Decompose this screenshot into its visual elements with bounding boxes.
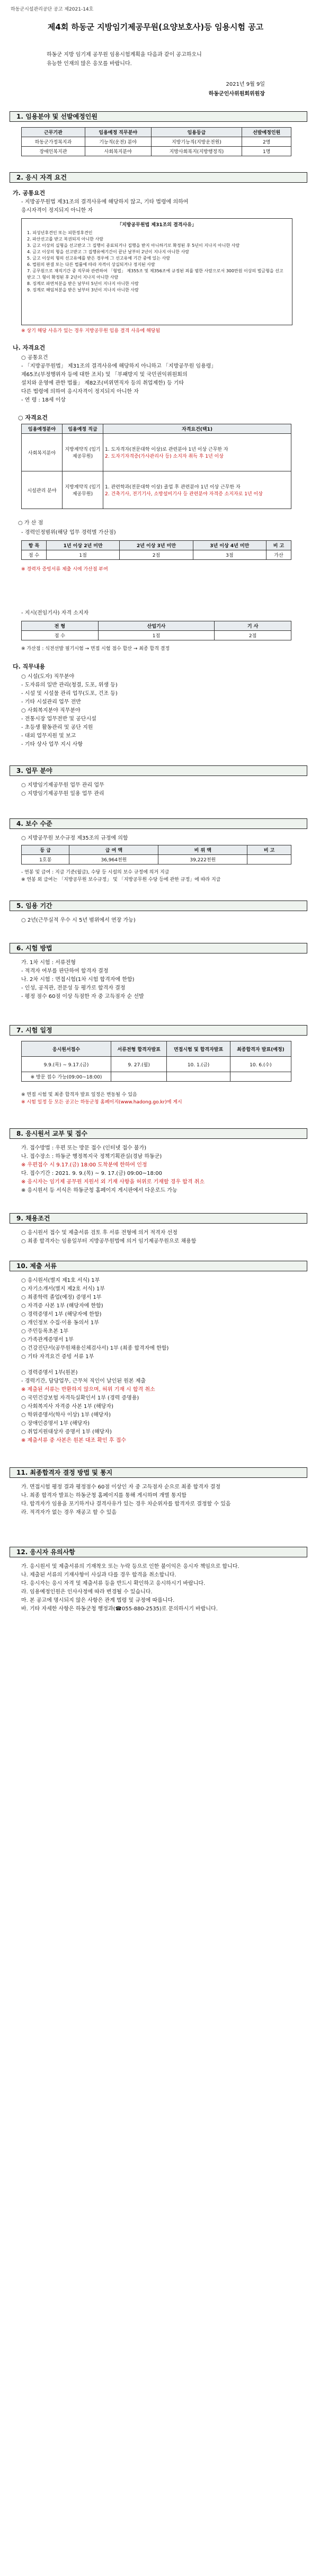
note: ※ 시험 일정 등 모든 공고는 하동군청 홈페이지(www.hadong.go.kr)에 게시 — [21, 1100, 182, 1105]
text-line: 나. 2차 시험 : 면접시험(1차 시험 합격자에 한함) — [21, 977, 135, 983]
text-line: 가. 면접시험 평정 결과 평정점수 60점 이상인 자 중 고득점자 순으로 최종 합격자 결정 — [21, 1484, 221, 1490]
table-cell: 사회복지분야 — [22, 434, 63, 471]
text-line: ※ 응시원서 등 서식은 하동군청 홈페이지 게시판에서 다운로드 가능 — [21, 1188, 177, 1193]
text-line: - 경력인정범위(해당 업무 경력별 가산점) — [21, 530, 116, 536]
col-header: 1년 이상 2년 미만 — [46, 541, 119, 550]
text-line: 라. 적격자가 없는 경우 재공고 할 수 있음 — [21, 1510, 117, 1516]
text-line: ※ 응시자는 임기제 공무원 지원서 외 기재 사항을 허위로 기재할 경우 합격 취소 — [21, 1179, 205, 1185]
table-cell: 점 수 — [22, 631, 99, 640]
list-item: ○ 개인정보 수집·이용 동의서 1부 — [21, 1320, 99, 1326]
list-item: - 기타 시설관리 업무 전반 — [21, 699, 81, 705]
list-item: 7. 공무원으로 재직기간 중 직무와 관련하여 「형법」 제355조 및 제356조에 규정된 죄를 범한 사람으로서 300만원 이상의 벌금형을 선고받고 그 형이 확정된 후 2년이 지나지 아니한 사람 — [27, 269, 283, 280]
note: ※ 연봉 외 급여는 「지방공무원 보수규정」 및 「지방공무원 수당 등에 관한 규정」에 따라 지급 — [21, 877, 221, 883]
list-item: 2. 파산선고를 받고 복권되지 아니한 사람 — [27, 237, 103, 242]
text-line: ○ 지방임기제공무원 업무 관리 업무 — [21, 782, 104, 788]
list-item: 3. 금고 이상의 실형을 선고받고 그 집행이 종료되거나 집행을 받지 아니하기로 확정된 후 5년이 지나지 아니한 사람 — [27, 243, 240, 248]
section-2-title: 2. 응시 자격 요건 — [10, 172, 307, 183]
list-item: ○ 국민건강보험 자격득실확인서 1부 (경력 증명용) — [21, 1395, 139, 1401]
text-line: - 「지방공무원법」 제31조의 결격사유에 해당하지 아니하고 「지방공무원 임용령」 — [21, 363, 217, 369]
table-cell: 2점 — [215, 631, 291, 640]
paragraph — [21, 1563, 297, 1614]
list-item: ○ 시설(도자) 직무분야 — [21, 674, 75, 680]
sub-heading: 나. 자격요건 — [13, 344, 46, 351]
bonus-table — [21, 540, 291, 560]
section-6-title: 6. 시험 방법 — [10, 943, 307, 953]
requirement: 2. 건축기사, 전기기사, 소방설비기사 등 관련분야 자격증 소지자로 1년 이상 — [105, 492, 263, 497]
text-line: 다. 응시자는 응시 자격 및 제출서류 등을 반드시 확인하고 응시하시기 바랍니다. — [21, 1581, 206, 1586]
section-12-title: 12. 응시자 유의사항 — [10, 1547, 307, 1557]
paragraph — [21, 354, 297, 405]
issuer: 하동군인사위원회위원장 — [208, 91, 265, 97]
paragraph — [21, 781, 297, 798]
table-row — [22, 471, 291, 509]
list-item: ○ 사회복지분야 직무분야 — [21, 708, 81, 714]
section-8-title: 8. 응시원서 교부 및 접수 — [10, 1128, 307, 1139]
table-row — [22, 434, 291, 471]
list-item: ○ 학위증명서(학사 이상) 1부 (해당자) — [21, 1412, 111, 1418]
table-row — [22, 631, 291, 640]
box-list — [22, 228, 292, 296]
list-item: 1. 피성년후견인 또는 피한정후견인 — [27, 230, 93, 235]
col-header: 근무기관 — [22, 128, 85, 137]
text-line: 나. 접수장소 : 하동군 행정복지국 정책기획관실(경남 하동군) — [21, 1154, 162, 1160]
notice-date: 2021년 9월 9일 — [226, 82, 265, 87]
text-line: 제65조(부정행위자 등에 대한 조치) 및 「부패방지 및 국민권익위원회의 — [21, 372, 188, 378]
paragraph — [21, 1229, 297, 1246]
col-header: 임용예정 직급 — [63, 424, 103, 434]
intro-text — [47, 50, 274, 68]
text-line: - 지시(전임기사) 자격 소지자 — [21, 610, 89, 616]
table-cell — [111, 1072, 166, 1082]
intro-line-2: 유능한 인재의 많은 응모를 바랍니다. — [47, 61, 132, 67]
text-line: - 연 령 : 18세 이상 — [21, 397, 66, 403]
text-line: 마. 본 공고에 명시되지 않은 사항은 관계 법령 및 규정에 따릅니다. — [21, 1598, 175, 1603]
table-row — [22, 550, 291, 560]
col-header: 2년 이상 3년 미만 — [120, 541, 193, 550]
table-cell: 지방계약직 (임기제공무원) — [63, 434, 103, 471]
text-line: 설치와 운영에 관한 법률」 제82조(비위면직자 등의 취업제한) 등 기타 — [21, 380, 184, 386]
text-line: 가. 응시원서 및 제출서류의 기재착오 또는 누락 등으로 인한 불이익은 응시자 책임으로 합니다. — [21, 1564, 239, 1570]
note: - 연봉 및 급여 : 지급 기준(월급), 수당 등 시설의 보수 규정에 의거 지급 — [21, 870, 170, 875]
text-line: 바. 기타 자세한 사항은 하동군청 행정과(☎055-880-2535)로 문의하시기 바랍니다. — [21, 1606, 218, 1612]
table-cell: 36,964천원 — [69, 855, 158, 864]
col-header: 급 여 액 — [69, 845, 158, 855]
list-item: 8. 징계로 파면처분을 받은 날부터 5년이 지나지 아니한 사람 — [27, 281, 139, 286]
paragraph — [21, 959, 297, 1001]
list-item: ○ 주민등록초본 1부 — [21, 1329, 69, 1334]
table-cell: 1호봉 — [22, 855, 69, 864]
table-cell: 지방사회복지(지방행정직) — [151, 147, 242, 156]
paragraph — [21, 198, 297, 215]
list-item: 4. 금고 이상의 형을 선고받고 그 집행유예기간이 끝난 날부터 2년이 지나지 아니한 사람 — [27, 249, 189, 254]
text-line: ○ 최종 합격자는 임용일부터 지방공무원법에 의거 임기제공무원으로 채용함 — [21, 1238, 197, 1244]
note: ※ 상기 해당 사유가 있는 경우 지방공무원 임용 결격 사유에 해당됨 — [21, 328, 161, 334]
paragraph — [21, 1483, 297, 1517]
table-cell: 3점 — [193, 550, 266, 560]
list-item: ○ 사회복지사 자격증 사본 1부 (해당자) — [21, 1404, 114, 1410]
table-cell — [103, 434, 291, 471]
text-line: ○ 응시원서 접수 및 제출서류 검토 후 서류 전형에 의거 적격자 선정 — [21, 1230, 177, 1236]
table-cell — [230, 1072, 291, 1082]
table-cell: 9. 27.(월) — [111, 1057, 166, 1072]
sub-heading: ○ 자격요건 — [18, 414, 48, 421]
col-header: 선발예정인원 — [242, 128, 291, 137]
requirement: 1. 관련학과(전문대학 이상) 졸업 후 관련분야 1년 이상 근무한 자 — [105, 485, 241, 490]
paragraph — [21, 1144, 297, 1195]
section-9-title: 9. 채용조건 — [10, 1213, 307, 1224]
col-header: 비 위 액 — [158, 845, 247, 855]
list-item: - 경력기간, 담당업무, 근무처 직인이 날인된 원본 제출 — [21, 1378, 146, 1384]
sub-heading: ○ 가 산 점 — [18, 520, 43, 526]
sub-heading: 다. 직무내용 — [13, 663, 46, 670]
table-cell: 39,222천원 — [158, 855, 247, 864]
salary-table — [21, 845, 291, 864]
note: ※ 면접 시험 및 최종 합격자 발표 일정은 변동될 수 있음 — [21, 1092, 137, 1098]
section-3-title: 3. 업무 분야 — [10, 765, 307, 776]
table-cell: 장애인복지관 — [22, 147, 85, 156]
qualification-table — [21, 424, 291, 509]
text-line: - 평정 점수 60점 이상 득점한 자 중 고득점자 순 선발 — [21, 994, 144, 1000]
text-line: ○ 공통요건 — [21, 355, 48, 361]
table-row — [22, 1057, 291, 1072]
col-header: 응시원서접수 — [22, 1041, 111, 1057]
col-header: 비 고 — [247, 845, 291, 855]
list-item: ○ 경력증명서 1부(원본) — [21, 1370, 78, 1376]
table-cell: 하동군가정복지과 — [22, 137, 85, 147]
table-cell: 지방기능직(지방운전원) — [151, 137, 242, 147]
list-item: ○ 응시원서(별지 제1호 서식) 1부 — [21, 1278, 100, 1283]
section-1-title: 1. 임용분야 및 선발예정인원 — [10, 111, 307, 122]
text-line: - 적격자 여부를 판단하여 합격자 결정 — [21, 968, 109, 974]
text-line: 가. 1차 시험 : 서류전형 — [21, 960, 76, 966]
text-line: 응시자격이 정지되지 아니한 자 — [21, 208, 93, 213]
notice-number: 하동군시설관리공단 공고 제2021-14호 — [11, 7, 94, 12]
table-cell — [167, 1072, 230, 1082]
table-row — [22, 147, 291, 156]
list-item: ※ 제출된 서류는 반환하지 않으며, 허위 기재 시 합격 취소 — [21, 1387, 155, 1393]
text-line: ※ 우편접수 시 9.17.(금) 18:00 도착분에 한하여 인정 — [21, 1162, 147, 1168]
text-line: 라. 임용예정인원은 인사사정에 따라 변경될 수 있습니다. — [21, 1589, 153, 1595]
table-row — [22, 137, 291, 147]
col-header: 항 목 — [22, 541, 47, 550]
col-header: 기 사 — [215, 621, 291, 631]
list-item: - 대외 업무지원 및 보고 — [21, 733, 76, 739]
col-header: 면접시험 및 합격자발표 — [167, 1041, 230, 1057]
col-header: 3년 이상 4년 미만 — [193, 541, 266, 550]
col-header: 임용예정분야 — [22, 424, 63, 434]
table-cell: 10. 1.(금) — [167, 1057, 230, 1072]
table-cell: 가산 — [266, 550, 291, 560]
list-item: - 시설 및 시설물 관리 업무(도포, 건조 등) — [21, 691, 118, 697]
schedule-table — [21, 1041, 291, 1082]
list-item: - 도자류의 일반 관리(청결, 도포, 위생 등) — [21, 682, 118, 688]
requirement: 1. 도자격자(전문대학 이상)로 관련분야 1년 이상 근무한 자 — [105, 447, 228, 452]
table-cell: 1점 — [98, 631, 215, 640]
list-item: 5. 금고 이상의 형의 선고유예를 받은 경우에 그 선고유예 기간 중에 있는 사람 — [27, 256, 170, 261]
notes — [21, 1091, 297, 1106]
section-11-title: 11. 최종합격자 결정 방법 및 통지 — [10, 1467, 307, 1478]
intro-line-1: 하동군 지방 임기제 공무원 임용시험계획을 다음과 같이 공고하오니 — [47, 52, 202, 58]
text-line: 가. 접수방법 : 우편 또는 방문 접수 (인터넷 접수 불가) — [21, 1145, 147, 1151]
col-header: 최종합격자 발표(예정) — [230, 1041, 291, 1057]
table-cell: 점 수 — [22, 550, 47, 560]
documents-list — [21, 1277, 297, 1445]
list-item: 9. 징계로 해임처분을 받은 날부터 3년이 지나지 아니한 사람 — [27, 288, 139, 292]
positions-table — [21, 127, 291, 156]
col-header: 등 급 — [22, 845, 69, 855]
table-cell: 2명 — [242, 137, 291, 147]
box-title: 「지방공무원법 제31조의 결격사유」 — [117, 222, 197, 228]
text-line: 다른 법령에 의하여 응시자격이 정지되지 아니한 자 — [21, 389, 139, 395]
list-item: ○ 건강진단서(공무원채용신체검사서) 1부 (최종 합격자에 한함) — [21, 1345, 169, 1351]
table-cell: 지방계약직 (임기제공무원) — [63, 471, 103, 509]
text-line: - 인성, 공직관, 전문성 등 평가로 합격자 결정 — [21, 985, 126, 991]
table-cell: 10. 6.(수) — [230, 1057, 291, 1072]
table-cell: 9.9.(목) ~ 9.17.(금) — [22, 1057, 111, 1072]
list-item: 6. 법원의 판결 또는 다른 법률에 따라 자격이 상실되거나 정지된 사람 — [27, 262, 155, 267]
list-item: - 초등생 활동관리 및 공단 지원 — [21, 725, 93, 730]
col-header: 비 고 — [266, 541, 291, 550]
list-item: ○ 기타 자격요건 증빙 서류 1부 — [21, 1354, 94, 1360]
col-header: 임용예정 직무분야 — [85, 128, 151, 137]
table-cell — [247, 855, 291, 864]
table-cell — [103, 471, 291, 509]
table-row — [22, 1072, 291, 1082]
disqualification-box — [21, 218, 292, 325]
section-4-title: 4. 보수 수준 — [10, 818, 307, 829]
text-line: ○ 지방임기제공무원 일용 업무 관리 — [21, 791, 104, 797]
section-7-title: 7. 시험 일정 — [10, 1025, 307, 1036]
col-header: 서류전형 합격자발표 — [111, 1041, 166, 1057]
list-item: ○ 자격증 사본 1부 (해당자에 한함) — [21, 1303, 103, 1309]
table-cell: 2점 — [120, 550, 193, 560]
requirement: 2. 도자기자격증(가사관리사 등) 소지자 취득 후 1년 이상 — [105, 454, 224, 459]
text-line: 나. 최종 합격자 발표는 하동군청 홈페이지를 통해 게시하며 개별 통지함 — [21, 1493, 186, 1499]
note: ※ 가산점 : 식전선발 필기시험 → 면접 시험 점수 합산 → 최종 합격 결정 — [21, 646, 170, 652]
note: ※ 경력자 증빙서류 제출 시에 가산점 부여 — [21, 567, 108, 572]
list-item: - 전통시장 업무전반 및 공단시설 — [21, 716, 96, 722]
col-header: 전 형 — [22, 621, 99, 631]
list-item: ○ 자기소개서(별지 제2호 서식) 1부 — [21, 1286, 105, 1292]
section-10-title: 10. 제출 서류 — [10, 1261, 307, 1271]
list-item: ○ 장애인증명서 1부 (해당자) — [21, 1421, 90, 1427]
table-cell: 1명 — [242, 147, 291, 156]
document-title: 제4회 하동군 지방임기제공무원(요양보호사)등 임용시험 공고 — [47, 22, 264, 32]
table-cell: 사회복지분야 — [85, 147, 151, 156]
text-line: 나. 제출된 서류의 기재사항이 사실과 다를 경우 합격을 취소합니다. — [21, 1572, 176, 1578]
list-item: - 기타 상사 업무 지시 사항 — [21, 742, 83, 747]
list-item: ○ 경력증명서 1부 (해당자에 한함) — [21, 1312, 102, 1317]
table-cell: 기능직(운전) 분야 — [85, 137, 151, 147]
col-header: 임용등급 — [151, 128, 242, 137]
list-item: ○ 가족관계증명서 1부 — [21, 1337, 74, 1343]
list-item: ○ 취업지원대상자 증명서 1부 (해당자) — [21, 1429, 112, 1435]
text-line: ○ 2년(근무실적 우수 시 5년 범위에서 연장 가능) — [21, 917, 136, 923]
text-line: - 지방공무원법 제31조의 결격사유에 해당하지 않고, 기타 법령에 의하여 — [21, 199, 189, 205]
list-item: ※ 제출서류 중 사본은 원본 대조 확인 후 접수 — [21, 1438, 127, 1443]
col-header: 자격요건(택1) — [103, 424, 291, 434]
table-cell: 시설관리 분야 — [22, 471, 63, 509]
list-item: ○ 최종학력 졸업(예정) 증명서 1부 — [21, 1295, 102, 1300]
notes — [21, 869, 297, 884]
table-row — [22, 855, 291, 864]
text-line: 다. 합격자가 임용을 포기하거나 결격사유가 있는 경우 차순위자를 합격자로 결정할 수 있음 — [21, 1501, 231, 1507]
text-line: 다. 접수기간 : 2021. 9. 9.(목) ~ 9. 17.(금) 09:00~18:00 — [21, 1171, 162, 1176]
table-cell: 1점 — [46, 550, 119, 560]
text-line: ○ 지방공무원 보수규정 제35조의 규정에 의함 — [21, 835, 128, 841]
table-cell: ※ 방문 접수 가능(09:00~18:00) — [22, 1072, 111, 1082]
section-5-title: 5. 임용 기간 — [10, 901, 307, 911]
license-table — [21, 621, 291, 640]
duty-list — [21, 673, 297, 749]
col-header: 산업기사 — [98, 621, 215, 631]
sub-heading: 가. 공통요건 — [13, 190, 46, 197]
